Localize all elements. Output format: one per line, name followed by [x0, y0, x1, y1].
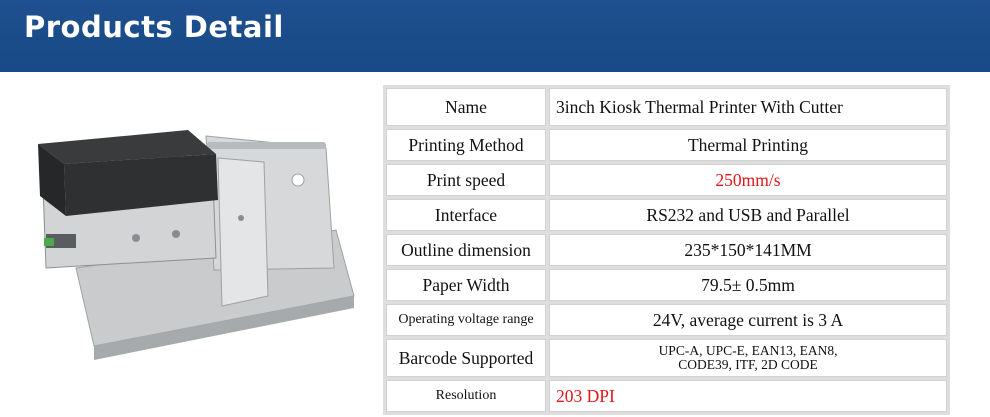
spec-row-printing-method: [386, 129, 947, 161]
spec-row-print-speed: [386, 164, 947, 196]
spec-value: 3inch Kiosk Thermal Printer With Cutter: [549, 88, 947, 126]
spec-value: Thermal Printing: [549, 129, 947, 161]
spec-value: RS232 and USB and Parallel: [549, 199, 947, 231]
spec-value: [549, 339, 947, 377]
spec-label: Print speed: [386, 164, 546, 196]
spec-value-line: UPC-A, UPC-E, EAN13, EAN8,: [658, 343, 838, 358]
spec-label: Paper Width: [386, 269, 546, 301]
spec-label: Operating voltage range: [386, 304, 546, 336]
spec-row-operating-voltage: [386, 304, 947, 336]
spec-label: Resolution: [386, 380, 546, 412]
spec-row-name: [386, 88, 947, 126]
spec-value: 79.5± 0.5mm: [549, 269, 947, 301]
spec-label: Printing Method: [386, 129, 546, 161]
header-banner: [0, 0, 990, 72]
spec-value: 235*150*141MM: [549, 234, 947, 266]
spec-value: 24V, average current is 3 A: [549, 304, 947, 336]
spec-label: Barcode Supported: [386, 339, 546, 377]
page-title: Products Detail: [24, 10, 284, 44]
spec-value: 250mm/s: [549, 164, 947, 196]
spec-row-interface: [386, 199, 947, 231]
printer-image: [36, 118, 366, 368]
spec-value-line: CODE39, ITF, 2D CODE: [678, 357, 818, 372]
spec-row-barcode-supported: [386, 339, 947, 377]
spec-row-outline-dimension: [386, 234, 947, 266]
spec-label: Interface: [386, 199, 546, 231]
spec-value: 203 DPI: [549, 380, 947, 412]
spec-label: Outline dimension: [386, 234, 546, 266]
spec-table: [383, 85, 950, 415]
spec-label: Name: [386, 88, 546, 126]
spec-row-resolution: [386, 380, 947, 412]
spec-row-paper-width: [386, 269, 947, 301]
